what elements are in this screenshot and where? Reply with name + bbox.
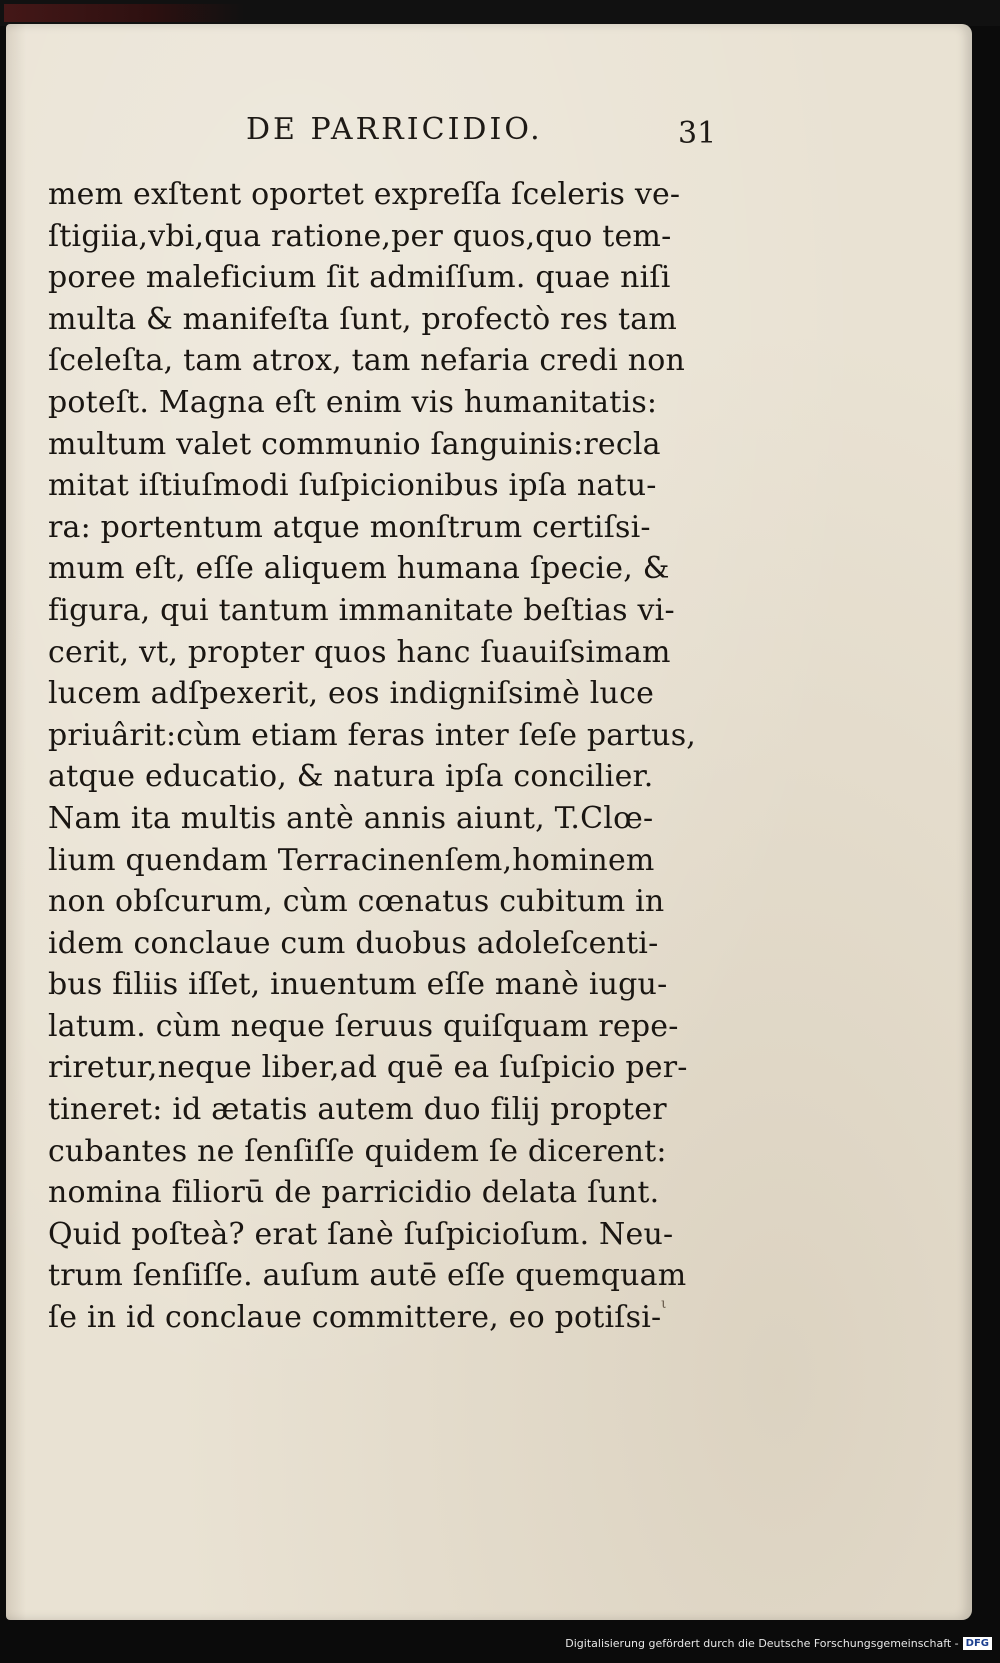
text-line: mem exſtent oportet expreſſa ſceleris ve-: [48, 177, 681, 212]
text-line: nomina filiorū de parricidio delata ſunt.: [48, 1175, 660, 1211]
text-line: ſtigiia,vbi,qua ratione,per quos,quo tem-: [48, 218, 672, 254]
text-line: cubantes ne ſenſiſſe quidem ſe dicerent:: [48, 1133, 667, 1169]
text-line: poteſt. Magna eſt enim vis humanitatis:: [48, 384, 658, 420]
book-page: [6, 24, 972, 1620]
text-line: Nam ita multis antè annis aiunt, T.Clœ-: [48, 800, 654, 836]
text-line: ra: portentum atque monſtrum certiſsi-: [48, 509, 651, 545]
dfg-logo: DFG: [963, 1637, 992, 1650]
page-number: 31: [678, 116, 717, 151]
text-line: cerit, vt, propter quos hanc ſuauiſsimam: [48, 634, 671, 670]
text-line: lucem adſpexerit, eos indigniſsimè luce: [48, 676, 655, 712]
text-line: latum. cùm neque ſeruus quiſquam repe-: [48, 1008, 679, 1044]
text-line: priuârit:cùm etiam feras inter ſeſe partus,: [48, 717, 697, 753]
page-mark: ι: [661, 1296, 667, 1312]
footer: [565, 1625, 992, 1661]
text-line: ſe in id conclaue committere, eo potiſsi-: [48, 1300, 662, 1336]
running-head: DE PARRICIDIO.: [246, 112, 543, 147]
text-line: figura, qui tantum immanitate beſtias vi-: [48, 592, 675, 628]
text-line: Quid poſteà? erat ſanè ſuſpicioſum. Neu-: [48, 1216, 674, 1252]
body-text: [48, 174, 748, 1339]
text-line: atque educatio, & natura ipſa concilier.: [48, 759, 654, 795]
text-line: non obſcurum, cùm cœnatus cubitum in: [48, 884, 665, 920]
text-line: idem conclaue cum duobus adoleſcenti-: [48, 925, 659, 961]
text-line: trum ſenſiſſe. auſum autē eſſe quemquam: [48, 1258, 687, 1294]
funding-note: Digitalisierung gefördert durch die Deutsche Forschungsgemeinschaft -: [565, 1636, 959, 1650]
text-line: mum eſt, eſſe aliquem humana ſpecie, &: [48, 551, 670, 587]
text-line: riretur,neque liber,ad quē ea ſuſpicio per-: [48, 1050, 688, 1086]
text-line: ſceleſta, tam atrox, tam nefaria credi non: [48, 343, 686, 379]
text-line: multum valet communio ſanguinis:recla: [48, 426, 661, 462]
binding-edge: [4, 4, 244, 22]
text-line: mitat iſtiuſmodi ſuſpicionibus ipſa natu-: [48, 468, 657, 504]
text-line: bus filiis iſſet, inuentum eſſe manè iugu-: [48, 967, 668, 1003]
text-line: multa & manifeſta ſunt, profectò res tam: [48, 301, 677, 337]
text-line: lium quendam Terracinenſem,hominem: [48, 842, 655, 878]
text-line: poree maleficium ſit admiſſum. quae niſi: [48, 260, 671, 296]
text-line: tineret: id ætatis autem duo filij propter: [48, 1092, 667, 1128]
